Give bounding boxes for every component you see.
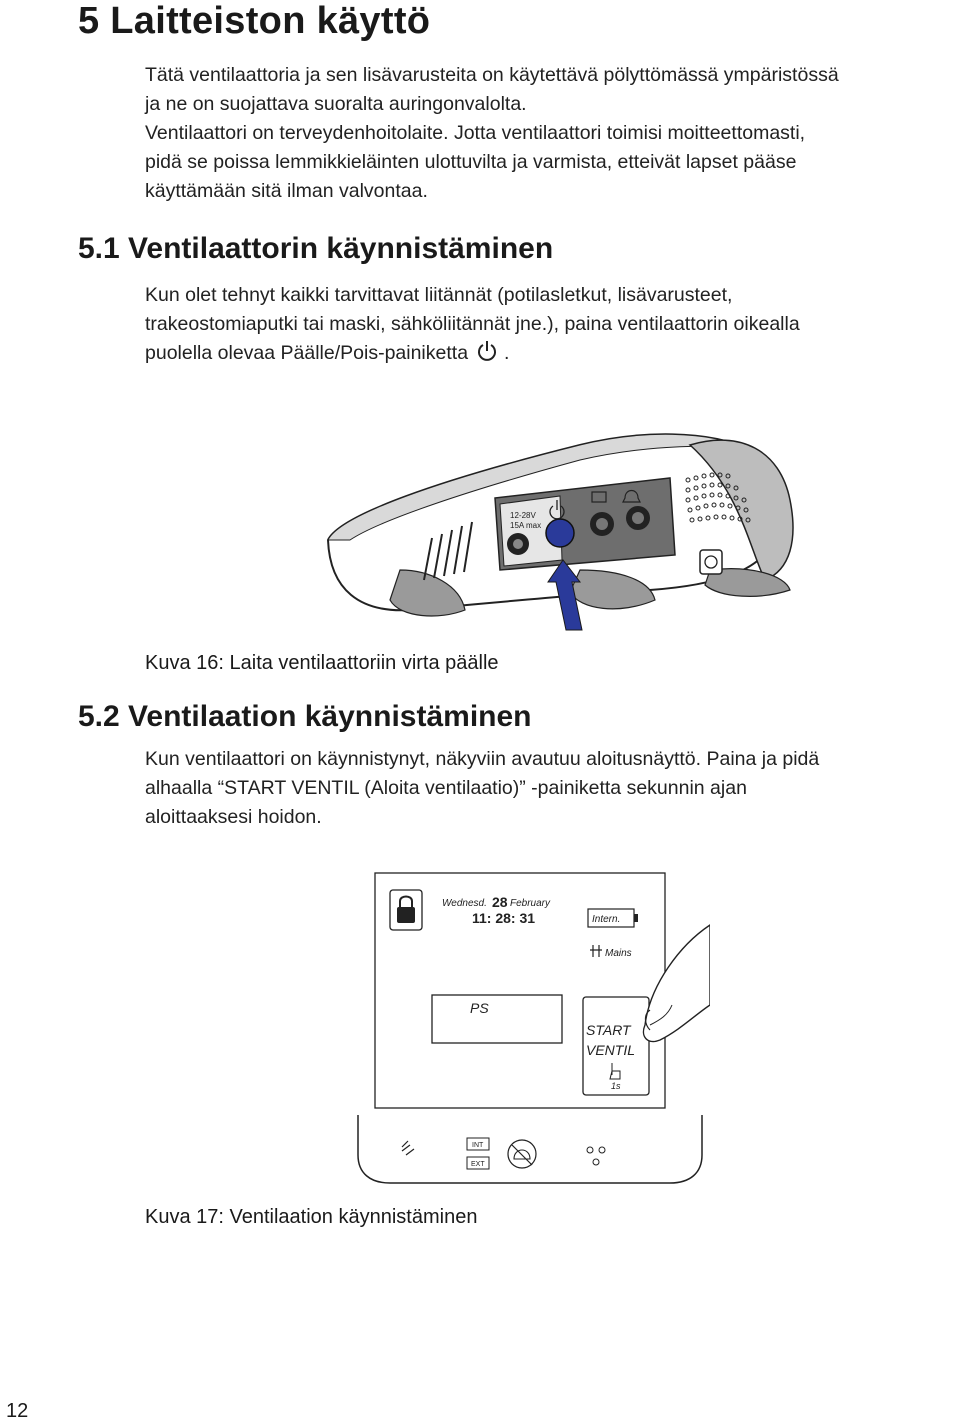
int-label: INT	[472, 1142, 484, 1149]
day-label: Wednesd.	[442, 898, 487, 909]
mains-label: Mains	[605, 948, 632, 959]
power-icon	[476, 339, 498, 372]
hold-time-label: 1s	[611, 1081, 621, 1091]
section-heading-5-1: 5.1 Ventilaattorin käynnistäminen	[78, 232, 554, 265]
figure-17-caption: Kuva 17: Ventilaation käynnistäminen	[145, 1206, 478, 1228]
section2-line: Kun ventilaattori on käynnistynyt, näkyviin avautuu aloitusnäyttö. Paina ja pidä	[145, 748, 820, 770]
start-ventil-line1: START	[586, 1022, 631, 1038]
section1-line: Kun olet tehnyt kaikki tarvittavat liitännät (potilasletkut, lisävarusteet,	[145, 284, 733, 306]
page-number: 12	[6, 1400, 29, 1422]
section2-line: aloittaaksesi hoidon.	[145, 806, 322, 828]
intro-line: Tätä ventilaattoria ja sen lisävarusteita on käytettävä pölyttömässä ympäristössä	[145, 64, 839, 86]
date-number: 28	[492, 894, 508, 910]
ps-box[interactable]	[432, 995, 562, 1043]
month-label: February	[510, 898, 551, 909]
alarm-mute-icon[interactable]	[508, 1140, 536, 1168]
intro-paragraph	[145, 61, 955, 206]
intro-line: ja ne on suojattava suoralta auringonvalolta.	[145, 93, 527, 115]
page-title: 5 Laitteiston käyttö	[78, 0, 431, 42]
intro-line: käyttämään sitä ilman valvontaa.	[145, 180, 428, 202]
figure-16-caption: Kuva 16: Laita ventilaattoriin virta päälle	[145, 652, 499, 674]
intro-line: pidä se poissa lemmikkieläinten ulottuvilta ja varmista, etteivät lapset pääse	[145, 151, 797, 173]
section1-line-end: .	[504, 342, 510, 364]
section1-line	[145, 339, 955, 372]
section1-line: trakeostomiaputki tai maski, sähköliitännät jne.), paina ventilaattorin oikealla	[145, 313, 800, 335]
section2-paragraph	[145, 745, 955, 832]
start-ventil-line2: VENTIL	[586, 1042, 636, 1058]
lock-icon[interactable]	[390, 890, 422, 930]
ps-label: PS	[470, 1000, 489, 1016]
section1-paragraph	[145, 281, 955, 372]
ext-label: EXT	[471, 1161, 485, 1168]
section-heading-5-2: 5.2 Ventilaation käynnistäminen	[78, 700, 532, 733]
connector-label-voltage: 12-28V	[510, 511, 536, 520]
power-button[interactable]	[546, 519, 574, 547]
intro-line: Ventilaattori on terveydenhoitolaite. Jotta ventilaattori toimisi moitteettomasti,	[145, 122, 806, 144]
ventilator-side-figure	[320, 420, 800, 640]
battery-label: Intern.	[592, 914, 621, 925]
connector-label-current: 15A max	[510, 521, 542, 530]
time-label: 11: 28: 31	[472, 910, 536, 926]
section2-line: alhaalla “START VENTIL (Aloita ventilaatio)” -painiketta sekunnin ajan	[145, 777, 747, 799]
section1-line-text: puolella olevaa Päälle/Pois-painiketta	[145, 342, 469, 364]
ventilator-screen-figure	[350, 865, 710, 1195]
